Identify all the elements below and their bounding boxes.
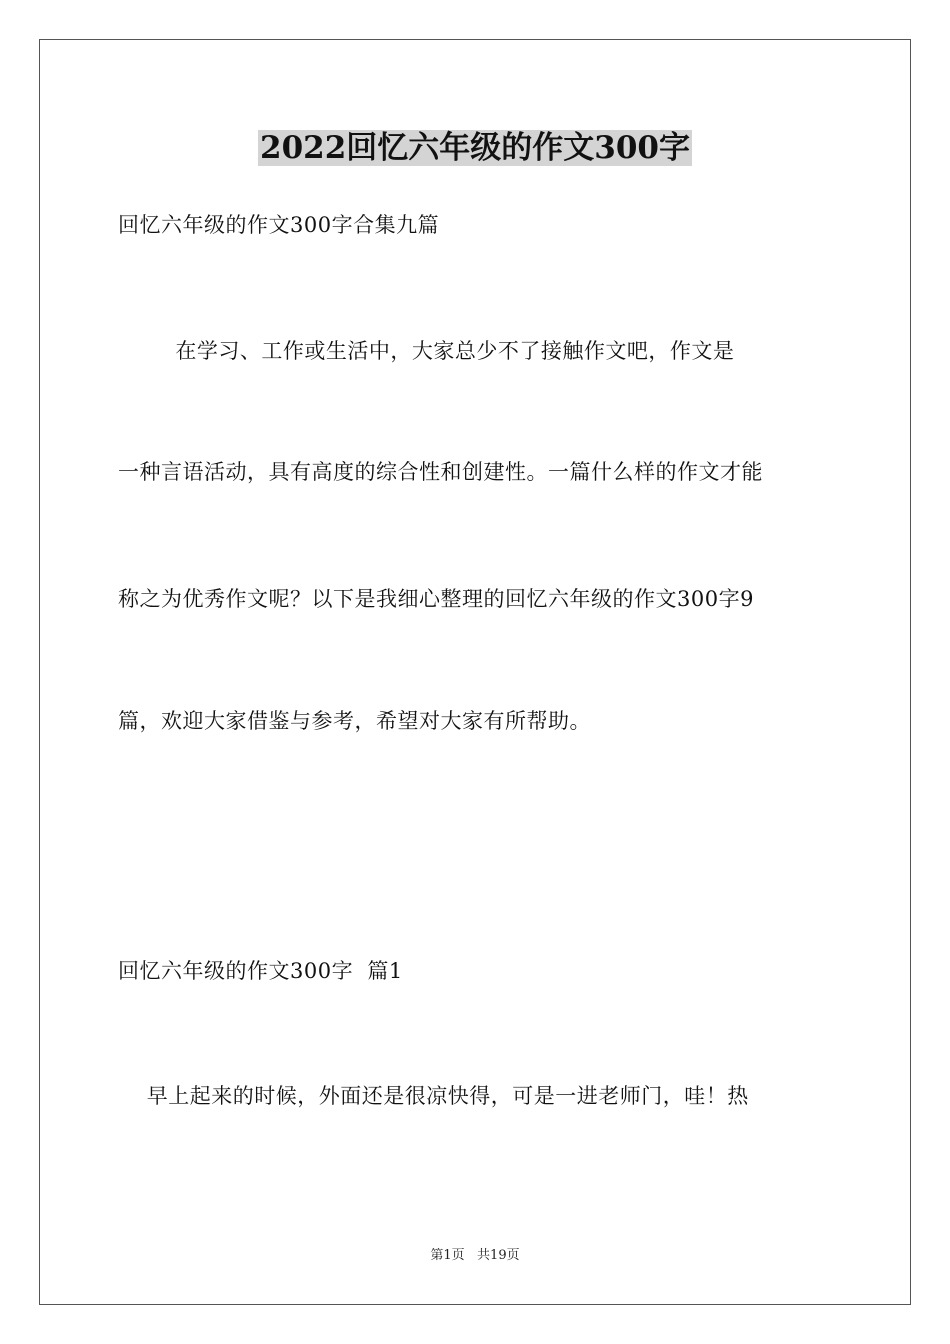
section-heading: 回忆六年级的作文300字 篇1: [118, 959, 403, 983]
intro-line-3: 称之为优秀作文呢？以下是我细心整理的回忆六年级的作文300字9: [118, 587, 754, 611]
section-line-1: 早上起来的时候，外面还是很凉快得，可是一进老师门，哇！热: [118, 1084, 749, 1108]
intro-line-4: 篇，欢迎大家借鉴与参考，希望对大家有所帮助。: [118, 709, 591, 733]
document-title: [0, 126, 950, 170]
intro-line-1: 在学习、工作或生活中，大家总少不了接触作文吧，作文是: [118, 339, 735, 363]
document-title-text: 2022回忆六年级的作文300字: [260, 130, 690, 166]
intro-line-2: 一种言语活动，具有高度的综合性和创建性。一篇什么样的作文才能: [118, 460, 763, 484]
document-subtitle: 回忆六年级的作文300字合集九篇: [118, 213, 440, 237]
page-number-footer: 第1页 共19页: [430, 1248, 520, 1263]
